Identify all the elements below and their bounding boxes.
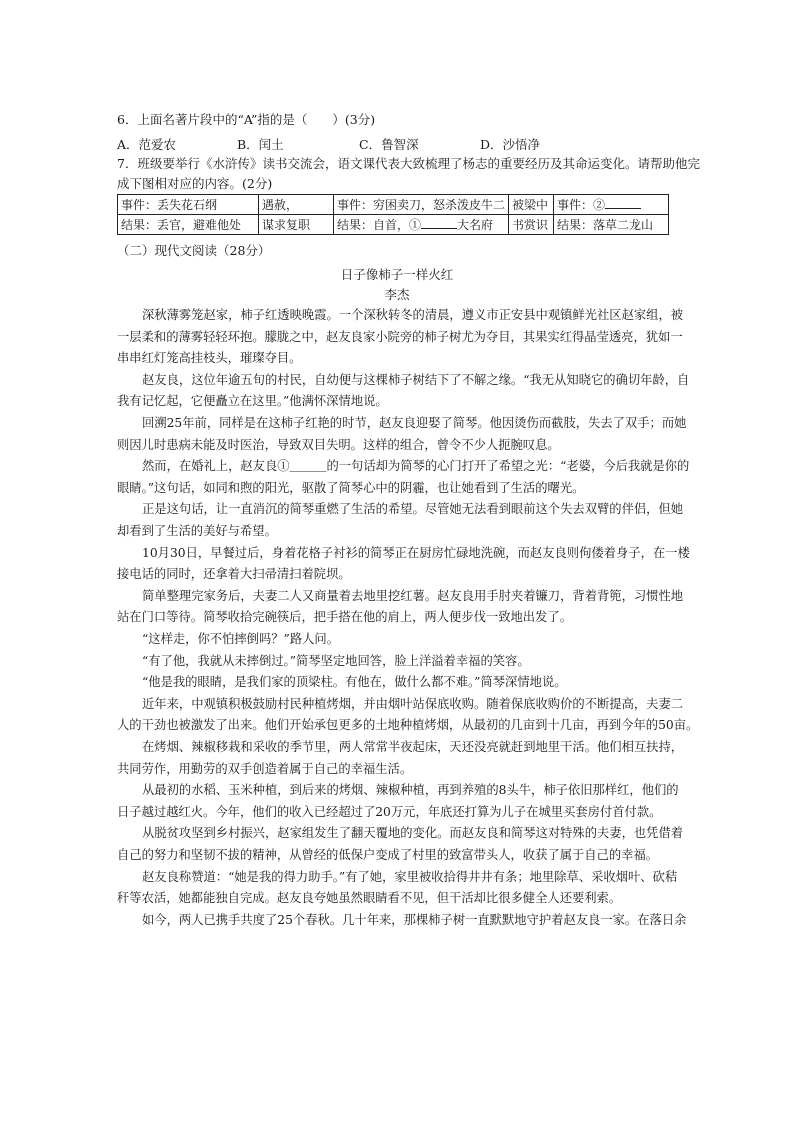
table-cell: 结果：落草二龙山 xyxy=(554,215,669,235)
article-line: “有了他，我就从未摔倒过。”简琴坚定地回答，脸上洋溢着幸福的笑容。 xyxy=(142,653,530,668)
table-cell: 事件：丢失花石纲 xyxy=(118,195,259,215)
q6-option-d: D．沙悟净 xyxy=(480,137,541,152)
article-line: 眼睛。”这句话，如同和煦的阳光，驱散了简琴心中的阴霾，也让她看到了生活的曙光。 xyxy=(117,480,585,495)
article-line: 然而，在婚礼上，赵友良①＿＿＿的一句话却为简琴的心门打开了希望之光：“老婆，今后我就是你的 xyxy=(142,459,690,474)
answer-blank-2[interactable] xyxy=(605,196,641,209)
article-line: 共同劳作，用勤劳的双手创造着属于自己的幸福生活。 xyxy=(117,761,413,776)
article-line: “他是我的眼睛，是我们家的顶梁柱。有他在，做什么都不难。”简琴深情地说。 xyxy=(142,675,567,690)
blank-2-label: 事件：② xyxy=(557,198,606,212)
article-line: 人的干劲也被激发了出来。他们开始承包更多的土地种植烤烟，从最初的几亩到十几亩，再到今年的50亩。 xyxy=(117,718,699,733)
article-line: 如今，两人已携手共度了25个春秋。几十年来，那棵柿子树一直默默地守护着赵友良一家。在落日余 xyxy=(142,912,687,927)
q6-stem: 6．上面名著片段中的“A”指的是（ ）(3分) xyxy=(117,112,376,127)
article-line: 10月30日，早餐过后，身着花格子衬衫的简琴正在厨房忙碌地洗碗，而赵友良则佝偻着身子，在一楼 xyxy=(142,545,690,560)
article-title: 日子像柿子一样火红 xyxy=(340,267,454,282)
article-line: 正是这句话，让一直消沉的简琴重燃了生活的希望。尽管她无法看到眼前这个失去双臂的伴侣，但她 xyxy=(142,502,684,517)
section-heading: （二）现代文阅读（28分） xyxy=(117,243,271,258)
table-cell: 事件：穷困卖刀，怒杀泼皮牛二 xyxy=(334,195,509,215)
article-line: “这样走，你不怕摔倒吗？”路人问。 xyxy=(142,632,340,646)
article-line: 接电话的同时，还拿着大扫帚清扫着院坝。 xyxy=(117,567,351,582)
yangzhi-timeline-table xyxy=(117,194,669,235)
q6-option-a: A．范爱农 xyxy=(117,137,177,152)
article-line: 近年来，中观镇积极鼓励村民种植烤烟，并由烟叶站保底收购。随着保底收购价的不断提高，夫妻二 xyxy=(142,696,684,711)
blank-1-suffix: 大名府 xyxy=(457,218,494,232)
table-cell: 结果：丢官，避难他处 xyxy=(118,215,259,235)
table-cell xyxy=(334,215,509,235)
table-cell: 谋求复职 xyxy=(259,215,334,235)
blank-1-label: 结果：自首，① xyxy=(337,218,422,232)
table-cell: 被梁中 xyxy=(509,195,554,215)
article-line: 回溯25年前，同样是在这柿子红艳的时节，赵友良迎娶了简琴。他因烫伤而截肢，失去了双手；而她 xyxy=(142,416,687,430)
article-author: 李杰 xyxy=(384,287,410,302)
table-cell: 书赏识 xyxy=(509,215,554,235)
article-line: 赵友良称赞道：“她是我的得力助手。”有了她，家里被收拾得井井有条；地里除草、采收烟叶、砍秸 xyxy=(142,869,678,884)
table-cell: 遇赦， xyxy=(259,195,334,215)
q7-stem-line1: 7．班级要举行《水浒传》读书交流会，语文课代表大致梳理了杨志的重要经历及其命运变化。请帮助他完 xyxy=(117,156,700,171)
article-line: 站在门口等待。简琴收拾完碗筷后，把手搭在他的肩上，两人便步伐一致地出发了。 xyxy=(117,610,572,625)
article-line: 自己的努力和坚韧不拔的精神，从曾经的低保户变成了村里的致富带头人，收获了属于自己的幸福。 xyxy=(117,848,659,862)
q6-option-c: C．鲁智深 xyxy=(359,137,419,152)
q6-option-b: B．闰土 xyxy=(237,137,284,152)
article-line: 却看到了生活的美好与希望。 xyxy=(117,524,277,538)
article-line: 深秋薄雾笼赵家，柿子红透映晚霞。一个深秋转冬的清晨，遵义市正安县中观镇鲜光社区赵家组，被 xyxy=(142,308,684,322)
article-line: 串串红灯笼高挂枝头，璀璨夺目。 xyxy=(117,351,302,366)
answer-blank-1[interactable] xyxy=(421,216,457,229)
article-line: 赵友良，这位年逾五旬的村民，自幼便与这棵柿子树结下了不解之缘。“我无从知晓它的确切年龄，自 xyxy=(142,372,690,387)
article-line: 秆等农活，她都能独自完成。赵友良夸她虽然眼睛看不见，但干活却比很多健全人还要利索。 xyxy=(117,891,622,906)
article-line: 我有记忆起，它便矗立在这里。”他满怀深情地说。 xyxy=(117,394,388,409)
article-line: 一层柔和的薄雾轻轻环抱。朦胧之中，赵友良家小院旁的柿子树尤为夺目，其果实红得晶莹透亮，犹如一 xyxy=(117,329,683,344)
article-line: 则因儿时患病未能及时医治，导致双目失明。这样的组合，曾令不少人扼腕叹息。 xyxy=(117,437,560,452)
article-line: 简单整理完家务后，夫妻二人又商量着去地里挖红薯。赵友良用手肘夹着镰刀，背着背篼，习惯性地 xyxy=(142,588,684,603)
table-cell xyxy=(554,195,669,215)
article-line: 在烤烟、辣椒移栽和采收的季节里，两人常常半夜起床，天还没亮就赶到地里干活。他们相互扶持， xyxy=(142,740,684,754)
article-line: 日子越过越红火。今年，他们的收入已经超过了20万元，年底还打算为儿子在城里买套房付首付款。 xyxy=(117,804,662,819)
article-line: 从脱贫攻坚到乡村振兴，赵家组发生了翻天覆地的变化。而赵友良和简琴这对特殊的夫妻，也凭借着 xyxy=(142,826,684,841)
q7-stem-line2: 成下图相对应的内容。(2分) xyxy=(117,176,273,191)
article-line: 从最初的水稻、玉米种植，到后来的烤烟、辣椒种植，再到养殖的8头牛，柿子依旧那样红，他们的 xyxy=(142,783,679,798)
